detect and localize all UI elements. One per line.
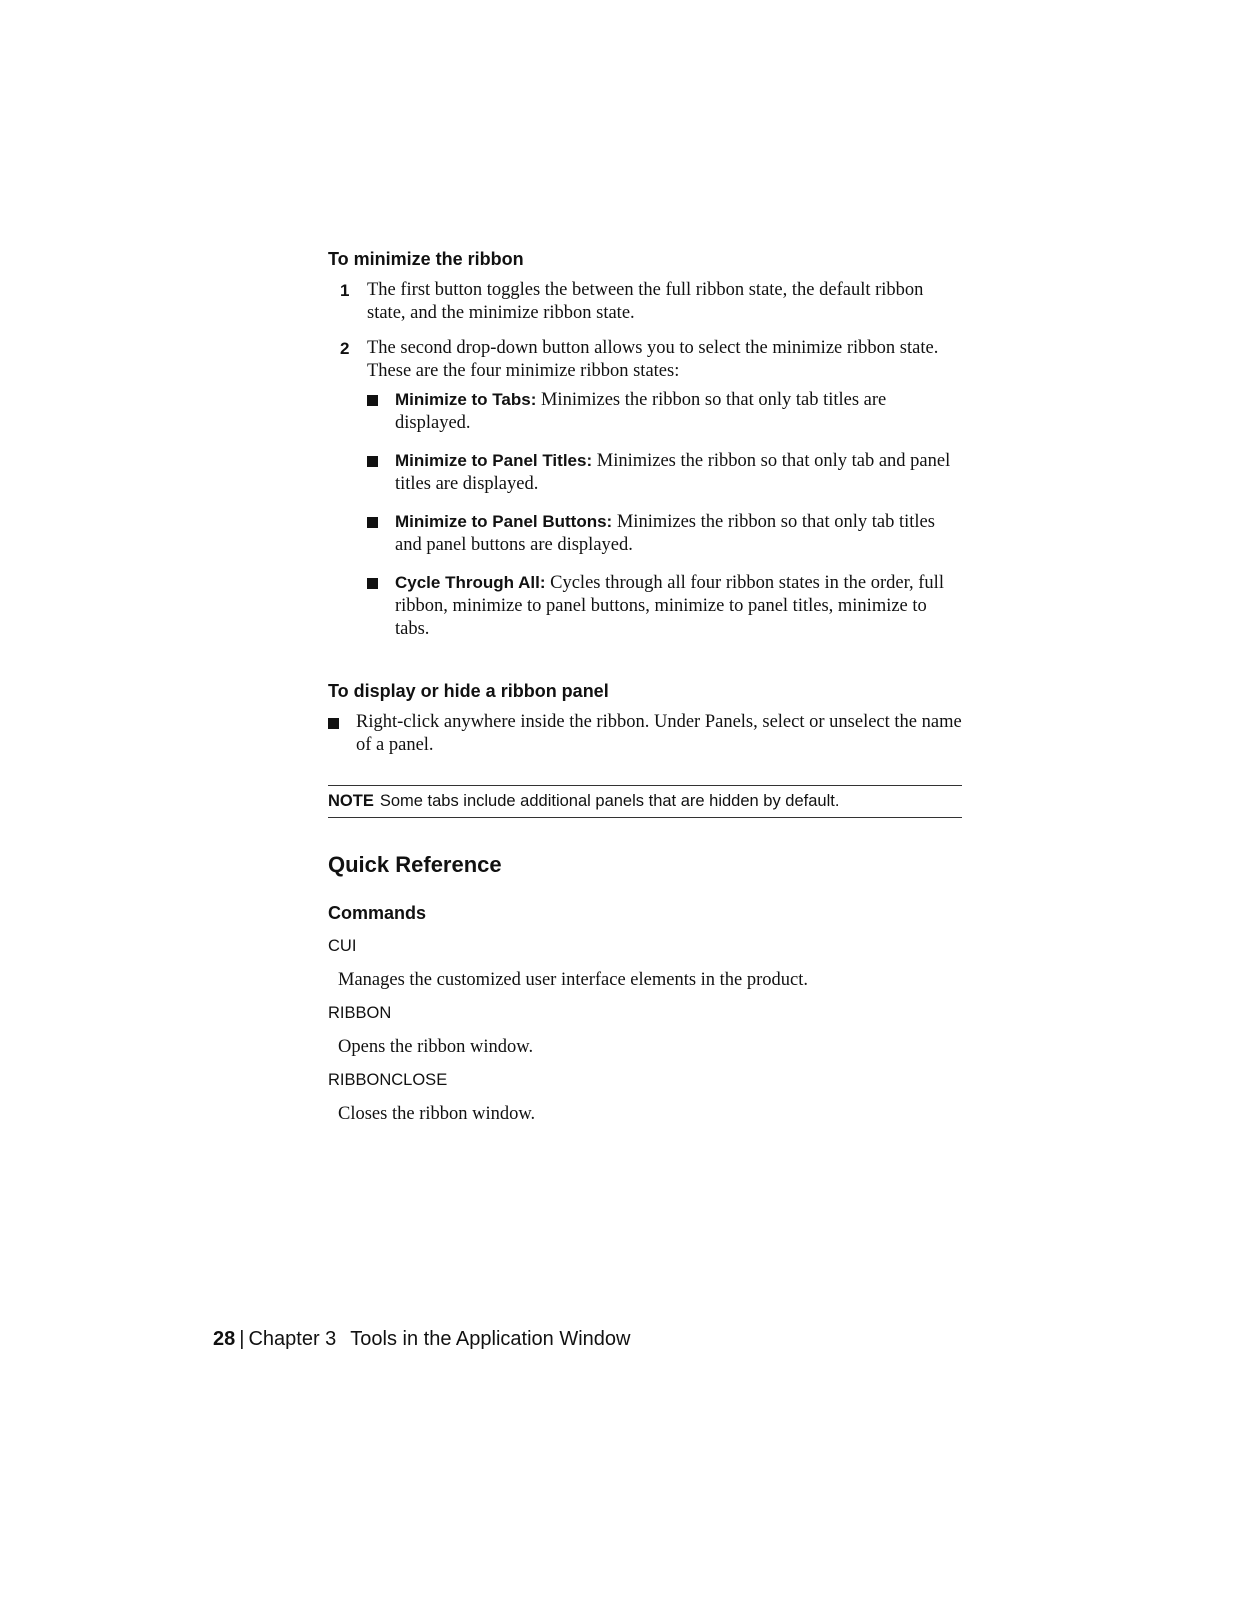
minimize-states-list xyxy=(367,388,962,641)
bullet-text: Right-click anywhere inside the ribbon. Under Panels, select or unselect the name of a panel. xyxy=(356,712,962,755)
step-text: The second drop-down button allows you to select the minimize ribbon state. These are the four minimize ribbon states: xyxy=(367,338,939,381)
command-description: Opens the ribbon window. xyxy=(338,1037,534,1057)
bullet-text: Cycles through all four ribbon states in the order, full ribbon, minimize to panel buttons, minimize to panel titles, minimize to tabs. xyxy=(395,573,944,639)
page-number: 28 xyxy=(213,1328,236,1350)
bullet-text: Minimizes the ribbon so that only tab and panel titles are displayed. xyxy=(395,451,951,494)
chapter-title: Tools in the Application Window xyxy=(350,1328,631,1350)
bullet-square-icon xyxy=(367,578,378,589)
bullet-square-icon xyxy=(328,718,339,729)
footer-separator: | xyxy=(239,1328,245,1350)
quick-reference-title: Quick Reference xyxy=(328,852,502,877)
bullet-term: Minimize to Panel Buttons: xyxy=(395,512,613,531)
bullet-term: Minimize to Panel Titles: xyxy=(395,451,593,470)
note-label: NOTE xyxy=(328,792,374,810)
command-name: RIBBON xyxy=(328,1004,392,1022)
list-item xyxy=(367,388,962,435)
step-2 xyxy=(328,337,962,641)
command-description: Closes the ribbon window. xyxy=(338,1104,536,1124)
list-item xyxy=(367,510,962,557)
step-number: 1 xyxy=(340,281,350,300)
bullet-square-icon xyxy=(367,517,378,528)
command-name: CUI xyxy=(328,937,357,955)
note-box xyxy=(328,785,962,818)
list-item xyxy=(367,449,962,496)
step-number: 2 xyxy=(340,339,350,358)
step-1 xyxy=(328,279,962,325)
step-text: The first button toggles the between the full ribbon state, the default ribbon state, and the minimize ribbon state. xyxy=(367,280,924,323)
list-item xyxy=(367,571,962,641)
bullet-text: Minimizes the ribbon so that only tab titles and panel buttons are displayed. xyxy=(395,512,935,555)
minimize-ribbon-heading: To minimize the ribbon xyxy=(328,249,524,269)
bullet-term: Minimize to Tabs: xyxy=(395,390,537,409)
bullet-square-icon xyxy=(367,456,378,467)
bullet-term: Cycle Through All: xyxy=(395,573,546,592)
page-footer xyxy=(213,1326,630,1352)
command-description: Manages the customized user interface elements in the product. xyxy=(338,970,809,990)
bullet-square-icon xyxy=(367,395,378,406)
ribbon-panel-heading: To display or hide a ribbon panel xyxy=(328,681,609,701)
page-content xyxy=(328,247,962,1126)
chapter-label: Chapter 3 xyxy=(248,1328,337,1350)
list-item xyxy=(328,711,962,757)
command-name: RIBBONCLOSE xyxy=(328,1071,448,1089)
note-text: Some tabs include additional panels that are hidden by default. xyxy=(379,792,840,810)
bullet-text: Minimizes the ribbon so that only tab titles are displayed. xyxy=(395,390,887,433)
commands-heading: Commands xyxy=(328,903,427,923)
command-list xyxy=(328,935,962,1126)
